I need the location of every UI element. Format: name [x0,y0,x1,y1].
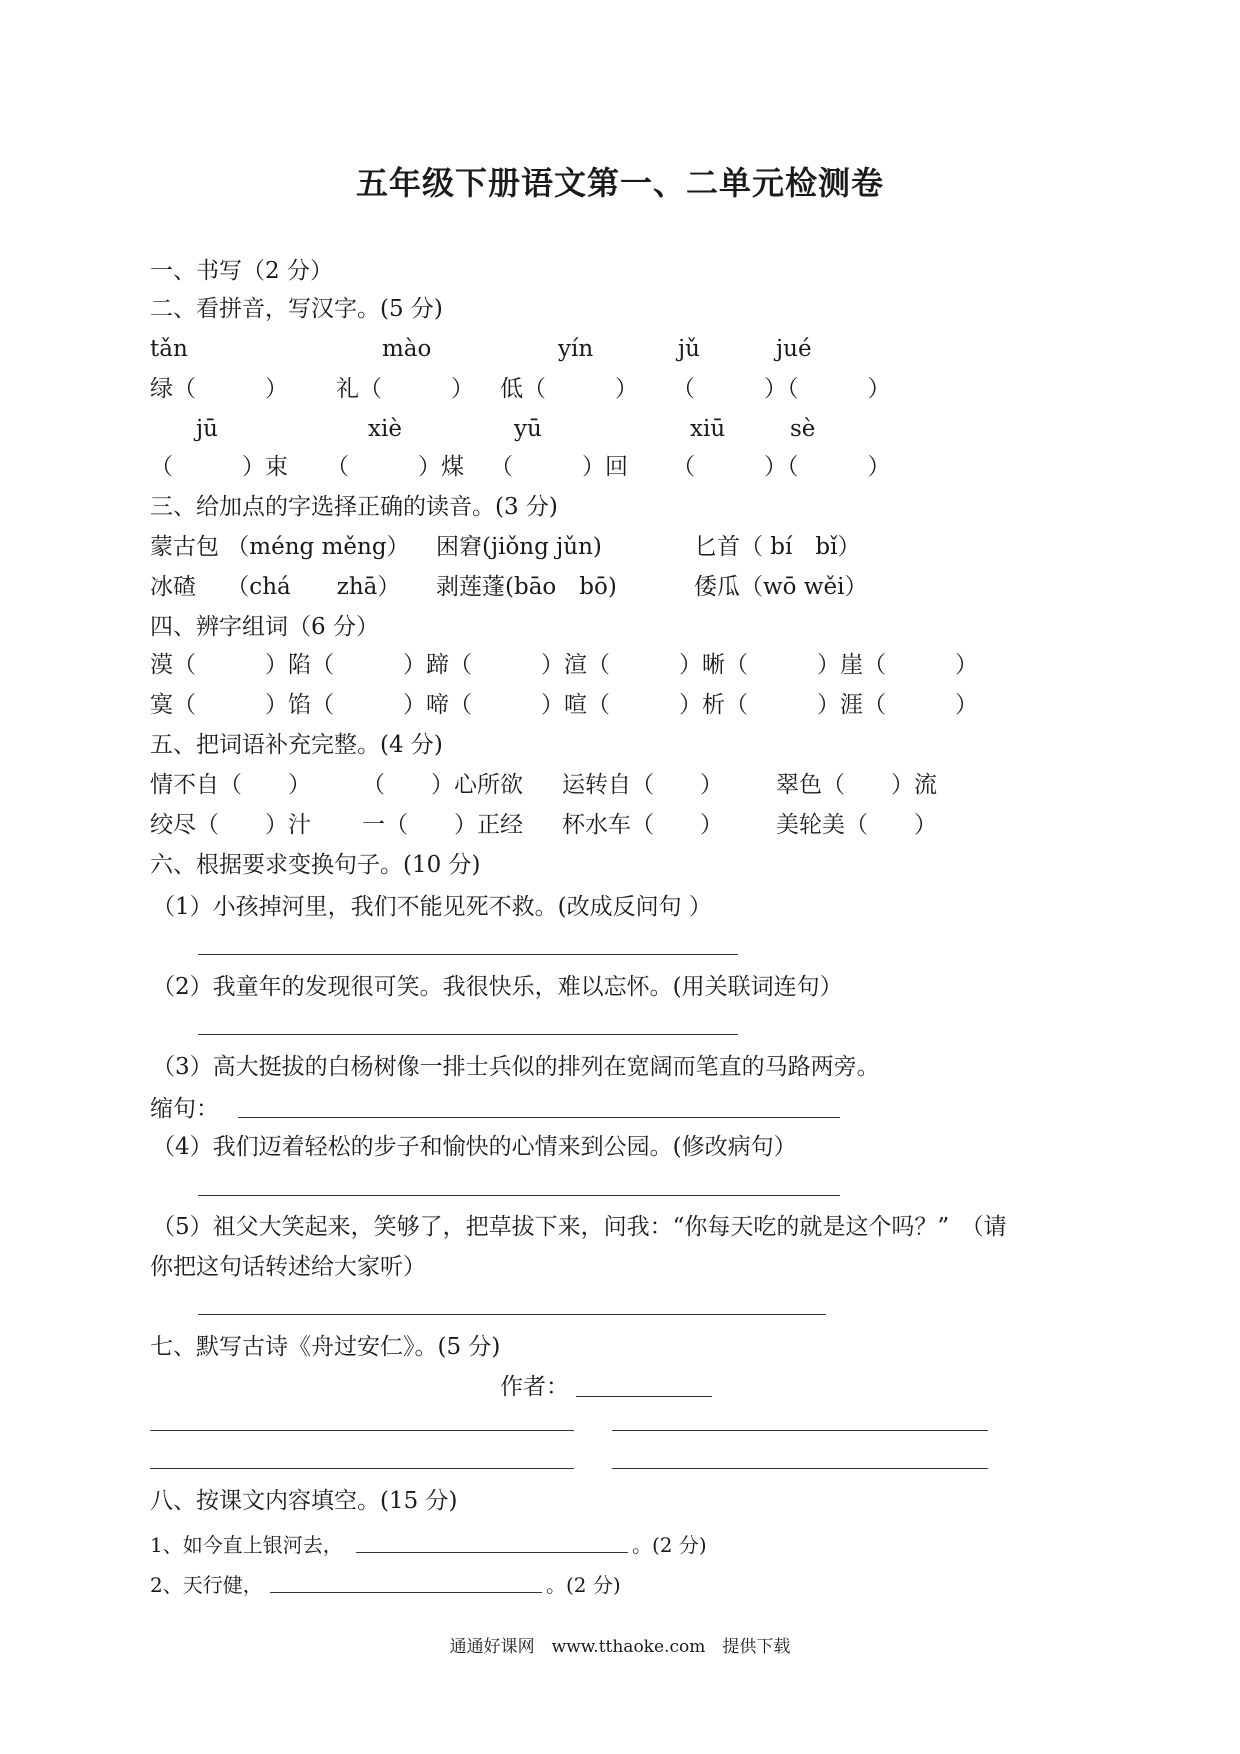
question-text: 你把这句话转述给大家听） [150,1254,426,1280]
answer-blank-cell: （ ）（ ） [672,376,891,402]
idiom-cell: 一（ ）正经 [362,812,523,838]
section-1-heading: 一、书写（2 分） [150,258,333,284]
poem-line [150,1468,574,1469]
word-group-cell: 蹄（ ） [426,652,564,678]
section-3-heading: 三、给加点的字选择正确的读音。(3 分) [150,494,558,520]
reading-choice: 冰碴 （chá zhā） [150,574,401,600]
answer-line [198,1314,826,1315]
answer-blank-cell: （ ）回 [490,454,628,480]
answer-line [198,1034,738,1035]
answer-blank-cell: （ ）煤 [326,454,464,480]
fill-question-score: 。(2 分) [632,1533,707,1557]
pinyin: sè [790,416,816,442]
pinyin: yín [558,336,594,362]
reading-choice: 蒙古包 （méng měng） [150,534,410,560]
pinyin: xiū [690,416,726,442]
question-text: （2）我童年的发现很可笑。我很快乐，难以忘怀。(用关联词连句） [152,974,843,1000]
answer-line [238,1117,840,1118]
idiom-cell: 翠色（ ）流 [776,772,937,798]
author-label: 作者： [500,1374,569,1400]
question-text: （1）小孩掉河里，我们不能见死不救。(改成反问句 ） [152,894,712,920]
question-text: （4）我们迈着轻松的步子和愉快的心情来到公园。(修改病句） [152,1134,797,1160]
idiom-cell: 杯水车（ ） [562,812,723,838]
word-group-cell: 渲（ ） [564,652,702,678]
idiom-cell: 美轮美（ ） [776,812,937,838]
reading-choice: 困窘(jiǒng jǔn) [436,534,602,560]
answer-blank-cell: （ ）束 [150,454,288,480]
footer-source: 通通好课网 www.tthaoke.com 提供下载 [449,1637,791,1657]
pinyin: jué [776,336,812,362]
answer-line [198,1195,840,1196]
question-text: （5）祖父大笑起来，笑够了，把草拔下来，问我：“你每天吃的就是这个吗？” （请 [152,1214,1007,1240]
question-text: （3）高大挺拔的白杨树像一排士兵似的排列在宽阔而笔直的马路两旁。 [152,1054,880,1080]
fill-question-score: 。(2 分) [546,1573,621,1597]
word-group-cell: 喧（ ） [564,692,702,718]
fill-question: 1、如今直上银河去， [150,1533,343,1557]
section-5-heading: 五、把词语补充完整。(4 分) [150,732,443,758]
pinyin: tǎn [150,336,188,362]
word-group-cell: 馅（ ） [288,692,426,718]
author-answer-line [576,1396,712,1397]
idiom-cell: 情不自（ ） [150,772,311,798]
idiom-cell: 运转自（ ） [562,772,723,798]
pinyin: jū [196,416,218,442]
idiom-cell: 绞尽（ ）汁 [150,812,311,838]
poem-line [612,1468,988,1469]
section-8-heading: 八、按课文内容填空。(15 分) [150,1488,458,1514]
section-4-heading: 四、辨字组词（6 分） [150,614,379,640]
answer-line [198,954,738,955]
answer-blank-cell: （ ）（ ） [672,454,891,480]
pinyin: yū [514,416,542,442]
word-group-cell: 析（ ） [702,692,840,718]
answer-line [356,1552,628,1553]
word-group-cell: 啼（ ） [426,692,564,718]
section-7-heading: 七、默写古诗《舟过安仁》。(5 分) [150,1334,501,1360]
idiom-cell: （ ）心所欲 [362,772,523,798]
answer-blank-cell: 低（ ） [500,376,638,402]
answer-line [270,1592,542,1593]
answer-blank-cell: 礼（ ） [336,376,474,402]
pinyin: mào [382,336,432,362]
section-2-heading: 二、看拼音，写汉字。(5 分) [150,296,443,322]
poem-line [150,1430,574,1431]
word-group-cell: 崖（ ） [840,652,978,678]
section-6-heading: 六、根据要求变换句子。(10 分) [150,852,481,878]
word-group-cell: 涯（ ） [840,692,978,718]
poem-line [612,1430,988,1431]
word-group-cell: 晰（ ） [702,652,840,678]
fill-question: 2、天行健， [150,1573,263,1597]
reading-choice: 剥莲蓬(bāo bō) [436,574,617,600]
pinyin: xiè [368,416,402,442]
word-group-cell: 漠（ ） [150,652,288,678]
word-group-cell: 寞（ ） [150,692,288,718]
word-group-cell: 陷（ ） [288,652,426,678]
page-title: 五年级下册语文第一、二单元检测卷 [355,164,884,202]
answer-blank-cell: 绿（ ） [150,376,288,402]
question-label: 缩句： [150,1096,219,1122]
reading-choice: 匕首（ bí bǐ） [694,534,861,560]
reading-choice: 倭瓜（wō wěi） [694,574,868,600]
pinyin: jǔ [678,336,700,362]
